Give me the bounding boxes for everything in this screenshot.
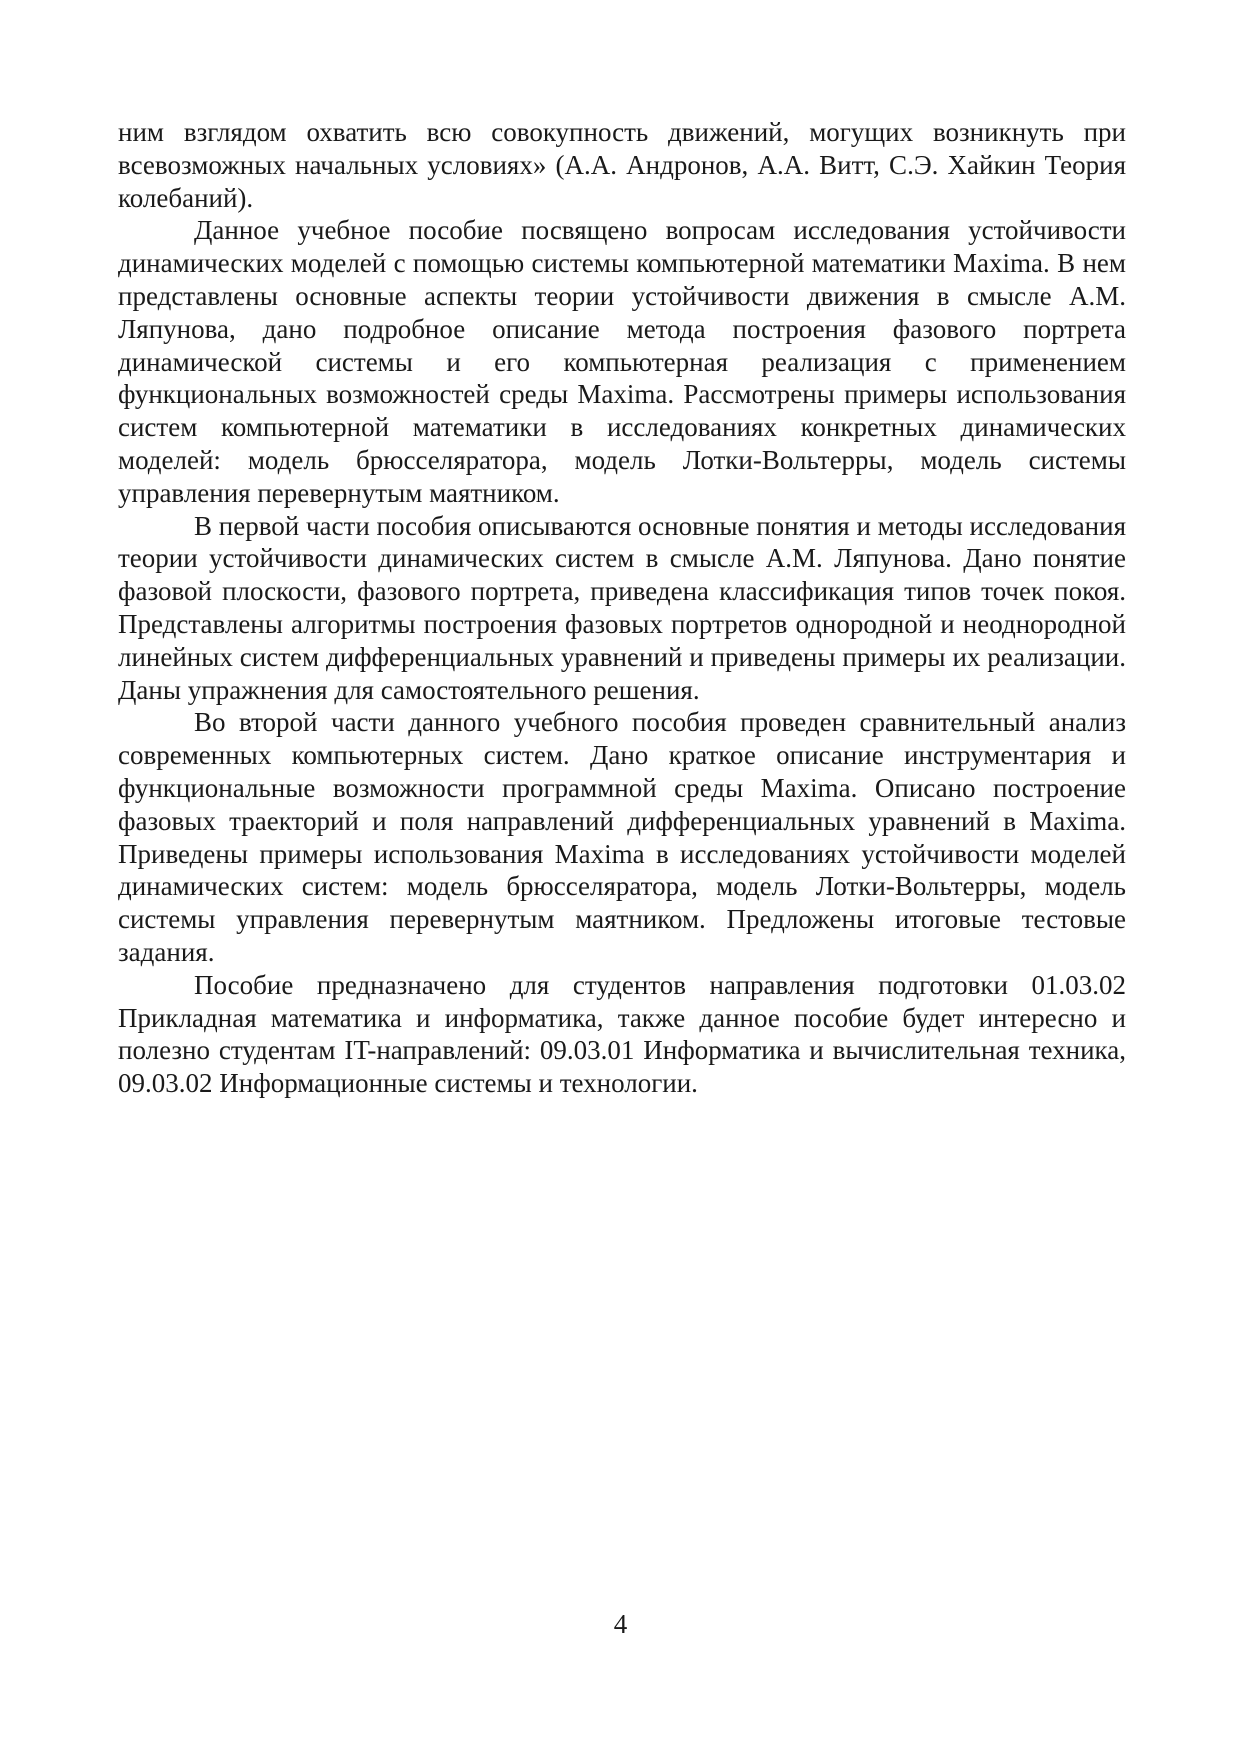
body-text (118, 116, 1126, 1100)
paragraph-continuation: ним взглядом охватить всю совокупность движений, могущих возникнуть при всевозможных начальных условиях» (А.А. Андронов, А.А. Витт, С.Э. Хайкин Теория колебаний). (118, 117, 1126, 213)
paragraph-part-one: В первой части пособия описываются основные понятия и методы исследования теории устойчивости динамических систем в смысле А.М. Ляпунова. Дано понятие фазовой плоскости, фазового портрета, приведена классификация типов точек покоя. Представлены алгоритмы построения фазовых портретов однородной и неоднородной линейных систем дифференциальных уравнений и приведены примеры их реализации. Даны упражнения для самостоятельного решения. (118, 510, 1126, 705)
page-number: 4 (613, 1609, 628, 1639)
paragraph-audience: Пособие предназначено для студентов направления подготовки 01.03.02 Прикладная математика и информатика, также данное пособие будет интересно и полезно студентам IT-направлений: 09.03.01 Информатика и вычислительная техника, 09.03.02 Информационные системы и технологии. (118, 969, 1126, 1099)
paragraph-intro: Данное учебное пособие посвящено вопросам исследования устойчивости динамических моделей с помощью системы компьютерной математики Maxima. В нем представлены основные аспекты теории устойчивости движения в смысле А.М. Ляпунова, дано подробное описание метода построения фазового портрета динамической системы и его компьютерная реализация с применением функциональных возможностей среды Maxima. Рассмотрены примеры использования систем компьютерной математики в исследованиях конкретных динамических моделей: модель брюсселяратора, модель Лотки-Вольтерры, модель системы управления перевернутым маятником. (118, 215, 1126, 508)
paragraph-part-two: Во второй части данного учебного пособия проведен сравнительный анализ современных компьютерных систем. Дано краткое описание инструментария и функциональные возможности программной среды Maxima. Описано построение фазовых траекторий и поля направлений дифференциальных уравнений в Maxima. Приведены примеры использования Maxima в исследованиях устойчивости моделей динамических систем: модель брюсселяратора, модель Лотки-Вольтерры, модель системы управления перевернутым маятником. Предложены итоговые тестовые задания. (118, 707, 1126, 967)
